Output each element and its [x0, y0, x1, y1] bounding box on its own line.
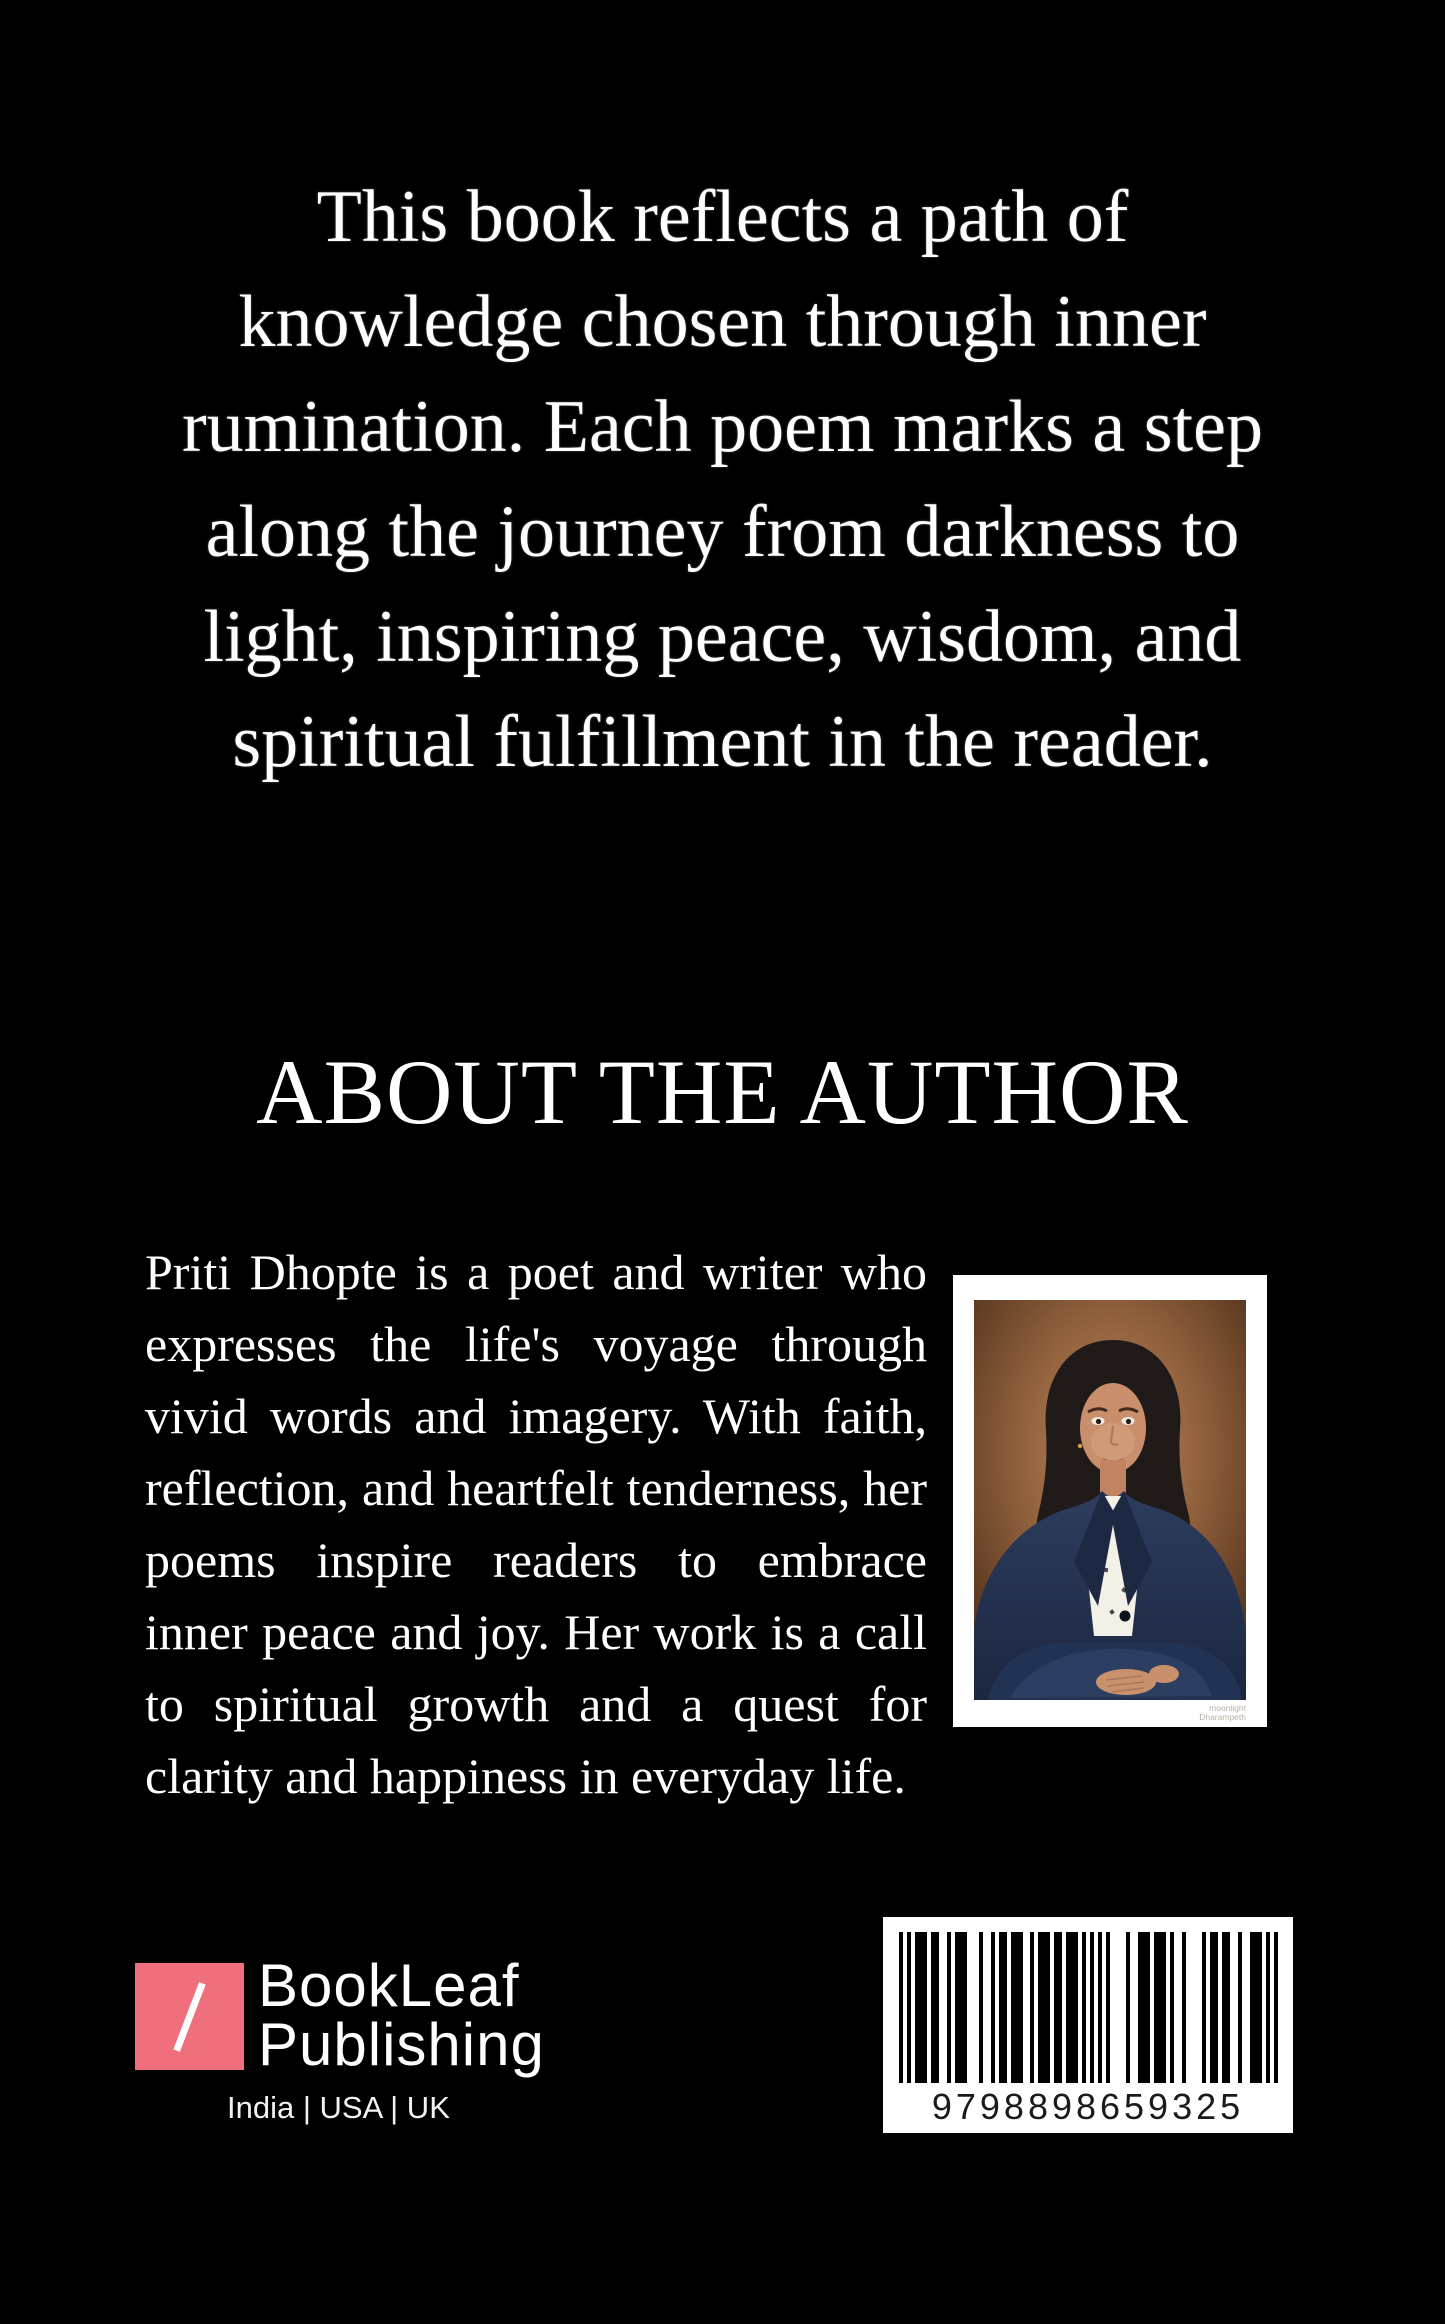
- isbn-number: 9798898659325: [931, 2086, 1245, 2127]
- blurb-line-5: light, inspiring peace, wisdom, and: [203, 596, 1242, 678]
- blurb-line-1: This book reflects a path of: [316, 176, 1129, 258]
- author-photo-graphic: [953, 1275, 1267, 1727]
- photo-watermark-line1: moonlight: [1209, 1703, 1246, 1713]
- blurb-line-2: knowledge chosen through inner: [238, 281, 1207, 363]
- slash-icon: [173, 1982, 205, 2052]
- author-bio-text: Priti Dhopte is a poet and writer who expresses the life's voyage through vivid words and imagery. With faith, reflection, and heartfelt tenderness, her poems inspire readers to embrace inner peace and joy. Her work is a call to spiritual growth and a quest for clarity and happiness in everyday life.: [145, 1244, 927, 1804]
- isbn-barcode: [883, 1917, 1293, 2133]
- blurb-line-6: spiritual fulfillment in the reader.: [232, 701, 1213, 783]
- blurb-line-4: along the journey from darkness to: [205, 491, 1240, 573]
- photo-watermark-line2: Dharampeth: [1199, 1712, 1246, 1722]
- author-photo: [953, 1275, 1267, 1727]
- isbn-barcode-bars: [899, 1932, 1277, 2083]
- bookleaf-logo-icon: [135, 1963, 244, 2070]
- publisher-name-line2: Publishing: [258, 2011, 545, 2078]
- back-cover-blurb: [70, 165, 1375, 795]
- about-the-author-heading: ABOUT THE AUTHOR: [256, 1041, 1189, 1143]
- blurb-line-3: rumination. Each poem marks a step: [182, 386, 1263, 468]
- publisher-name: [258, 1952, 545, 2078]
- publisher-name-line1: BookLeaf: [258, 1952, 520, 2019]
- publisher-regions: India | USA | UK: [227, 2090, 450, 2125]
